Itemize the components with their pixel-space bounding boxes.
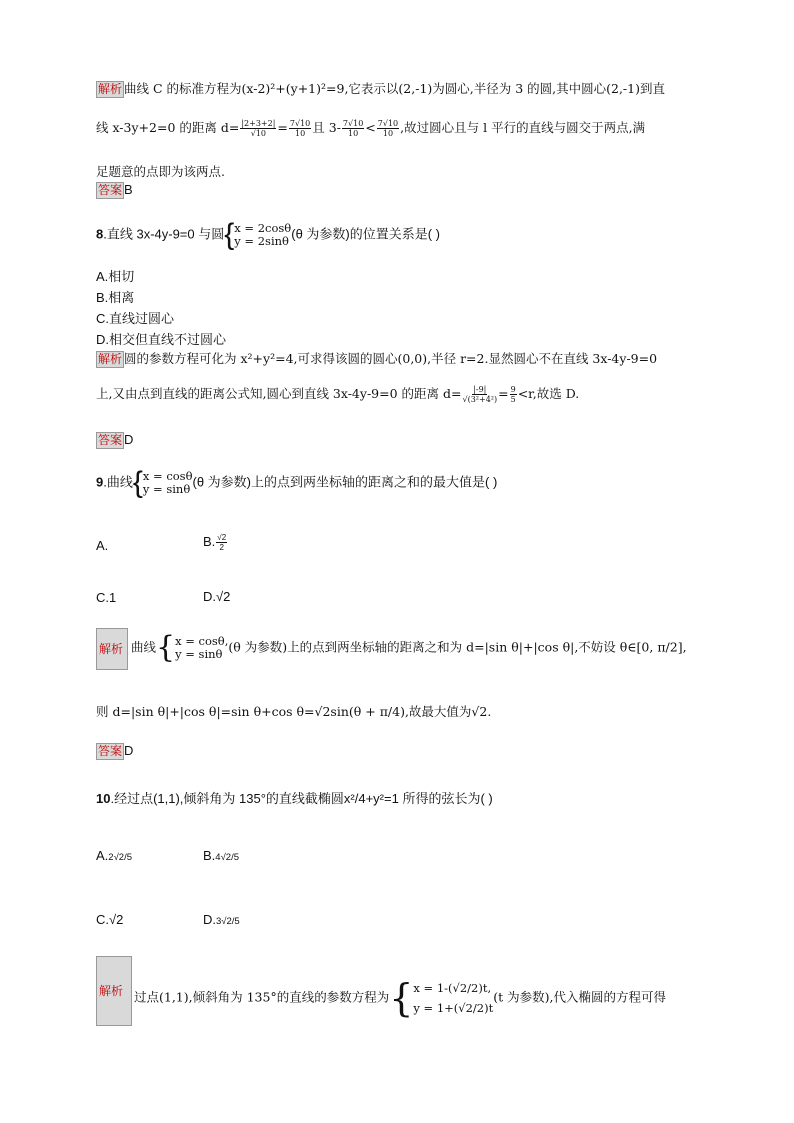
q7-exp-text2: 线 x-3y+2=0 的距离 d= bbox=[96, 120, 240, 135]
q8-option-c: C.直线过圆心 bbox=[96, 311, 175, 326]
q9-explanation-line1: 曲线{ x = cosθ, y = sinθ (θ 为参数)上的点到两坐标轴的距离之和为 d=|sin θ|+|cos θ|,不妨设 θ∈[0, π/2], bbox=[131, 630, 687, 665]
q10-stem: 10.经过点(1,1),倾斜角为 135°的直线截椭圆x²/4+y²=1 所得的弦长为( ) bbox=[96, 791, 493, 806]
q8-stem: 8.直线 3x-4y-9=0 与圆{ x = 2cosθ y = 2sinθ (θ 为参数)的位置关系是( ) bbox=[96, 218, 441, 251]
q9-stem: 9.曲线{ x = cosθ y = sinθ (θ 为参数)上的点到两坐标轴的距离之和的最大值是( ) bbox=[96, 466, 498, 499]
analysis-label: 解析 bbox=[96, 628, 128, 670]
q8-answer-value: D bbox=[124, 432, 134, 447]
q9-exp-parametric-system: x = cosθ, y = sinθ bbox=[175, 634, 229, 661]
q7-fraction-2: $\frac{7√10}{10}$ bbox=[342, 119, 364, 138]
q7-fraction-3: $\frac{7√10}{10}$ bbox=[377, 119, 399, 138]
q8-option-b: B.相离 bbox=[96, 290, 135, 305]
q7-answer-value: B bbox=[124, 182, 133, 197]
answer-label: 答案 bbox=[98, 433, 123, 447]
q7-distance-fraction: $\frac{|2+3+2|}{√10}$ bbox=[241, 119, 276, 138]
q10-option-d: D.3√2/5 bbox=[203, 912, 240, 927]
q7-answer bbox=[96, 182, 133, 199]
q9-interval: [0, π/2] bbox=[636, 639, 683, 655]
q10-parametric-system: x = 1-(√2/2)t, y = 1+(√2/2)t bbox=[413, 981, 494, 1015]
q10-option-a: A.2√2/5 bbox=[96, 848, 133, 863]
analysis-label: 解析 bbox=[96, 956, 132, 1026]
q7-explanation-line1 bbox=[96, 79, 665, 98]
q9-number: 9 bbox=[96, 474, 104, 490]
analysis-label: 解析 bbox=[98, 352, 123, 366]
q7-fraction-1: $\frac{7√10}{10}$ bbox=[289, 119, 311, 138]
q9-option-c: C.1 bbox=[96, 590, 117, 605]
q9-answer-value: D bbox=[124, 743, 134, 758]
q8-distance-fraction: $\frac{|-9|}{\text{√(3²+4²)}}$ bbox=[462, 385, 498, 404]
q8-answer bbox=[96, 432, 133, 449]
q8-option-d: D.相交但直线不过圆心 bbox=[96, 332, 227, 347]
q7-explanation-line2: 线 x-3y+2=0 的距离 d= $\frac{|2+3+2|}{√10}$ = $\frac{7√10}{10}$ 且 3- $\frac{7√10}{10}$ < $\frac{7√10}{10}$ ,故过圆心且与 l 平行的直线与圆交于两点,满 bbox=[96, 119, 646, 138]
q8-explanation-line1: 解析 圆的参数方程可化为 x²+y²=4,可求得该圆的圆心(0,0),半径 r=2.显然圆心不在直线 3x-4y-9=0 bbox=[98, 351, 658, 366]
q9-option-d: D.√2 bbox=[203, 589, 231, 604]
q9-explanation-line2: 则 d=|sin θ|+|cos θ|=sin θ+cos θ=√2sin(θ + π/4),故最大值为√2. bbox=[96, 704, 492, 719]
analysis-label: 解析 bbox=[98, 82, 123, 96]
q8-fraction: $\frac{9}{5}$ bbox=[510, 385, 516, 404]
q9-option-a: A. bbox=[96, 538, 109, 553]
q10-number: 10 bbox=[96, 791, 111, 806]
q7-explanation-line3: 足题意的点即为该两点. bbox=[96, 164, 225, 179]
q9-option-b: B. $\frac{√2}{2}$ bbox=[203, 533, 227, 552]
q10-explanation-line1: 过点(1,1),倾斜角为 135°的直线的参数方程为{ x = 1-(√2/2)t, y = 1+(√2/2)t (t 为参数),代入椭圆的方程可得 bbox=[134, 976, 666, 1020]
answer-label: 答案 bbox=[98, 183, 123, 197]
q9-answer bbox=[96, 743, 133, 760]
q7-exp-text1: 曲线 C 的标准方程为(x-2)²+(y+1)²=9,它表示以(2,-1)为圆心,半径为 3 的圆,其中圆心(2,-1)到直 bbox=[124, 81, 665, 96]
q8-option-a: A.相切 bbox=[96, 269, 135, 284]
q8-explanation-line2: 上,又由点到直线的距离公式知,圆心到直线 3x-4y-9=0 的距离 d= $\frac{|-9|}{\text{√(3²+4²)}}$ = $\frac{9}{5}$ <r,故选 D. bbox=[96, 385, 580, 404]
q9-parametric-system: x = cosθ y = sinθ bbox=[142, 469, 193, 496]
q8-number: 8 bbox=[96, 226, 104, 242]
answer-label: 答案 bbox=[98, 744, 123, 758]
q10-option-b: B.4√2/5 bbox=[203, 848, 240, 863]
q10-option-c: C.√2 bbox=[96, 912, 124, 927]
q8-parametric-system: x = 2cosθ y = 2sinθ bbox=[234, 221, 292, 248]
